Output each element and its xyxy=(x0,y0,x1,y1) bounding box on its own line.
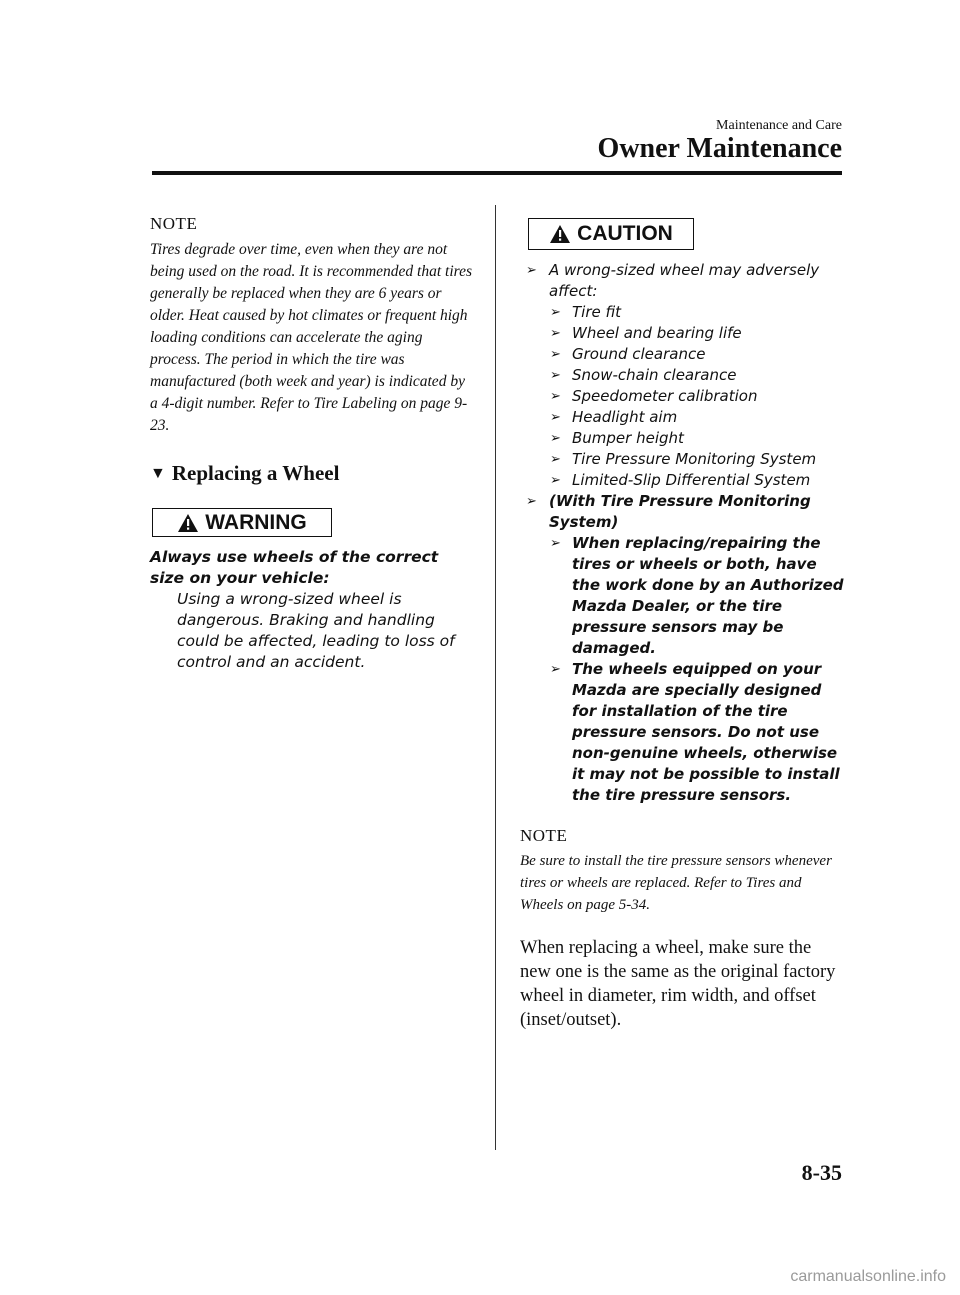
arrow-bullet-icon: ➢ xyxy=(550,536,561,551)
caution-subitem xyxy=(520,449,845,470)
caution-subitem-text: Headlight aim xyxy=(572,408,678,426)
warning-label-box xyxy=(152,508,332,537)
caution-label: CAUTION xyxy=(577,222,673,245)
caution-list xyxy=(520,260,845,806)
caution-subitem-text: Limited-Slip Differential System xyxy=(572,471,811,489)
watermark: carmanualsonline.info xyxy=(790,1268,946,1285)
note-text: Be sure to install the tire pressure sensors whenever tires or wheels are replaced. Refer to Tires and Wheels on page 5-34. xyxy=(520,853,832,913)
arrow-bullet-icon: ➢ xyxy=(550,326,561,341)
section-marker-icon: ▼ xyxy=(150,464,166,482)
column-divider xyxy=(495,205,496,1150)
page-number: 8-35 xyxy=(801,1160,842,1185)
arrow-bullet-icon: ➢ xyxy=(550,473,561,488)
note-text: Tires degrade over time, even when they are not being used on the road. It is recommended that tires generally be replaced when they are 6 years or older. Heat caused by hot climates or frequent high loading conditions can accelerate the aging process. The period in which the tire was manufactured (both week and year) is indicated by a 4-digit number. Refer to Tire Labeling on page 9-23. xyxy=(150,241,473,434)
caution-subitem xyxy=(520,302,845,323)
arrow-bullet-icon: ➢ xyxy=(550,452,561,467)
caution-subitem xyxy=(520,386,845,407)
caution-icon xyxy=(549,224,571,244)
caution-subitem xyxy=(520,365,845,386)
caution-item-text: (With Tire Pressure Monitoring System) xyxy=(549,492,811,531)
caution-subitem-text: When replacing/repairing the tires or wheels or both, have the work done by an Authorized Mazda Dealer, or the tire pressure sensors may be damaged. xyxy=(572,534,844,657)
caution-subitem xyxy=(520,533,845,659)
caution-item xyxy=(520,491,845,533)
arrow-bullet-icon: ➢ xyxy=(526,494,537,509)
header-rule xyxy=(152,171,842,175)
arrow-bullet-icon: ➢ xyxy=(526,263,537,278)
arrow-bullet-icon: ➢ xyxy=(550,347,561,362)
caution-label-box xyxy=(528,218,694,250)
caution-subitem-text: Ground clearance xyxy=(572,345,706,363)
warning-icon xyxy=(177,513,199,533)
note-heading: NOTE xyxy=(150,214,198,233)
caution-subitem-text: Speedometer calibration xyxy=(572,387,758,405)
caution-subitem-text: Tire Pressure Monitoring System xyxy=(572,450,817,468)
warning-lead-text: Always use wheels of the correct size on your vehicle: xyxy=(150,548,439,587)
caution-subitem xyxy=(520,407,845,428)
header-section-label: Maintenance and Care xyxy=(716,118,842,133)
caution-subitem-text: The wheels equipped on your Mazda are specially designed for installation of the tire pressure sensors. Do not use non-genuine wheels, otherwise it may not be possible to install the tire pressure sensors. xyxy=(572,660,840,804)
caution-subitem xyxy=(520,470,845,491)
warning-label: WARNING xyxy=(205,510,307,534)
arrow-bullet-icon: ➢ xyxy=(550,389,561,404)
body-paragraph: When replacing a wheel, make sure the new one is the same as the original factory wheel in diameter, rim width, and offset (inset/outset). xyxy=(520,938,836,1030)
section-heading-text: Replacing a Wheel xyxy=(171,461,340,485)
arrow-bullet-icon: ➢ xyxy=(550,662,561,677)
arrow-bullet-icon: ➢ xyxy=(550,431,561,446)
caution-subitem xyxy=(520,428,845,449)
warning-body-text: Using a wrong-sized wheel is dangerous. Braking and handling could be affected, leading to loss of control and an accident. xyxy=(177,590,455,671)
caution-item-text: A wrong-sized wheel may adversely affect: xyxy=(549,261,820,300)
arrow-bullet-icon: ➢ xyxy=(550,368,561,383)
caution-subitem xyxy=(520,344,845,365)
caution-subitem xyxy=(520,323,845,344)
section-heading xyxy=(150,461,475,486)
right-column xyxy=(520,214,845,1032)
caution-subitem-text: Wheel and bearing life xyxy=(572,324,742,342)
caution-subitem-text: Snow-chain clearance xyxy=(572,366,737,384)
note-heading: NOTE xyxy=(520,826,568,845)
caution-subitem xyxy=(520,659,845,806)
caution-subitem-text: Bumper height xyxy=(572,429,684,447)
page-title: Owner Maintenance xyxy=(597,133,842,164)
arrow-bullet-icon: ➢ xyxy=(550,410,561,425)
caution-subitem-text: Tire fit xyxy=(572,303,622,321)
arrow-bullet-icon: ➢ xyxy=(550,305,561,320)
caution-item xyxy=(520,260,845,302)
left-column xyxy=(150,214,475,673)
